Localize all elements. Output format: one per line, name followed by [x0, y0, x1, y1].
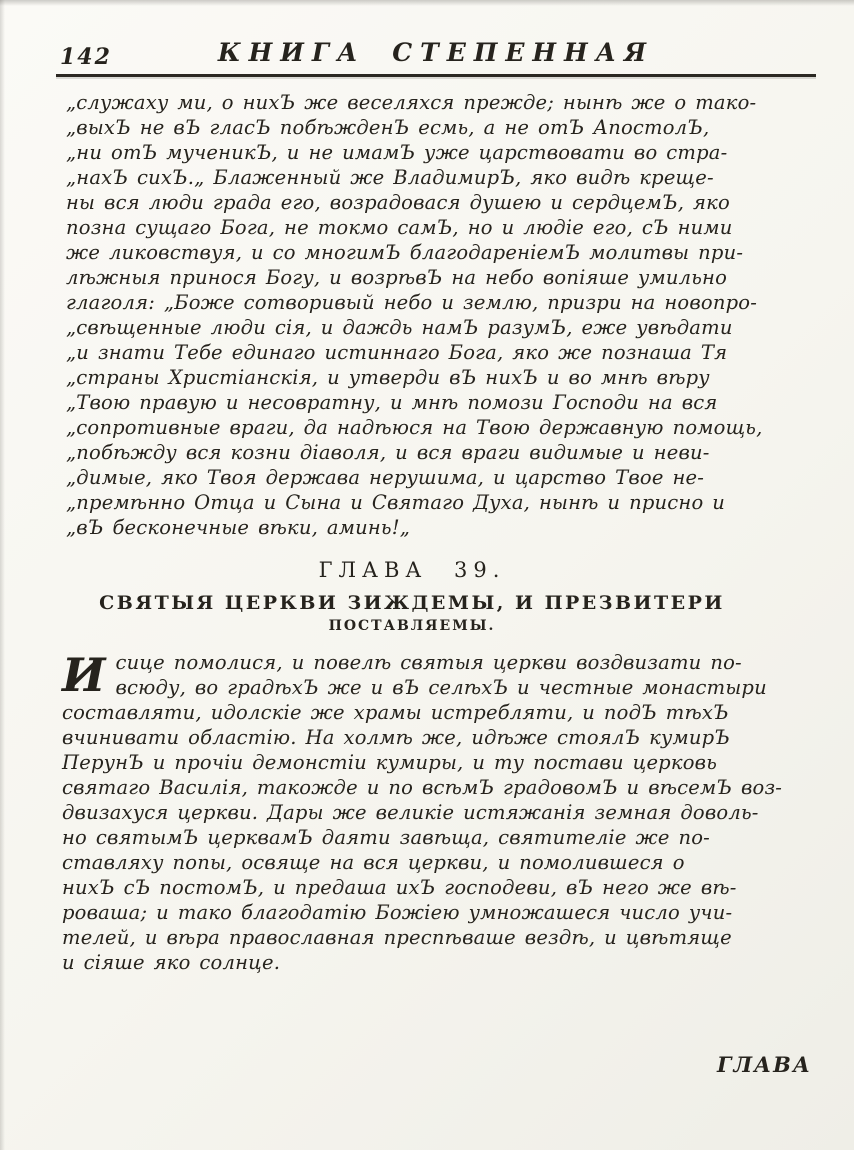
- catchword: ГЛАВА: [716, 1052, 812, 1077]
- text-line: сице помолися, и повелѣ святыя церкви воздвизати по-: [115, 651, 742, 674]
- text-line: „свѣщенные люди сія, и даждь намЪ разумЪ, еже увѣдати: [66, 316, 733, 339]
- text-line: и сіяше яко солнце.: [62, 951, 281, 974]
- text-line: „премѣнно Отца и Сына и Святаго Духа, нынѣ и присно и: [66, 491, 726, 514]
- text-line: „Твою правую и несовратну, и мнѣ помози Господи на вся: [66, 391, 718, 414]
- text-line: „сопротивные враги, да надѣюся на Твою державную помощь,: [66, 416, 763, 439]
- text-line: „нахЪ сихЪ.„ Блаженный же ВладимирЪ, яко видѣ креще-: [66, 166, 714, 189]
- text-line: всюду, во градѣхЪ же и вЪ селѣхЪ и честные монастыри: [115, 676, 767, 699]
- text-line: „выхЪ не вЪ гласЪ побѣжденЪ есмь, а не отЪ АпостолЪ,: [66, 116, 710, 139]
- page-header: [58, 36, 814, 72]
- text-line: двизахуся церкви. Дары же великіе истяжанія земная доволь-: [62, 801, 759, 824]
- text-line: „ни отЪ мученикЪ, и не имамЪ уже царствовати во стра-: [66, 141, 728, 164]
- page-number: 142: [60, 44, 112, 70]
- drop-cap-initial: И: [62, 648, 106, 702]
- running-title: КНИГА СТЕПЕННАЯ: [217, 38, 655, 67]
- text-line: ПерунЪ и прочіи демонстіи кумиры, и ту постави церковь: [62, 751, 718, 774]
- text-line: же ликовствуя, и со многимЪ благодареніемЪ молитвы при-: [66, 241, 744, 264]
- paragraph-churches-built: [62, 650, 822, 975]
- text-line: „димые, яко Твоя держава нерушима, и царство Твое не-: [66, 466, 705, 489]
- text-line: глаголя: „Боже сотворивый небо и землю, призри на новопро-: [66, 291, 758, 314]
- text-line: „и знати Тебе единаго истиннаго Бога, яко же познаша Тя: [66, 341, 728, 364]
- text-line: „страны Христіанскія, и утверди вЪ нихЪ и во мнѣ вѣру: [66, 366, 710, 389]
- text-line: но святымЪ церквамЪ даяти завѣща, святителіе же по-: [62, 826, 710, 849]
- text-line: „вЪ бесконечные вѣки, аминь!„: [66, 516, 411, 539]
- text-line: „побѣжду вся козни діаволя, и вся враги видимые и неви-: [66, 441, 710, 464]
- text-line: ставляху попы, освяще на вся церкви, и помолившеся о: [62, 851, 685, 874]
- text-line: роваша; и тако благодатію Божіею умножашеся число учи-: [62, 901, 733, 924]
- text-line: нихЪ сЪ постомЪ, и предаша ихЪ господеви, вЪ него же вѣ-: [62, 876, 737, 899]
- scan-edge-top: [0, 0, 854, 6]
- chapter-subtitle: ПОСТАВЛЯЕМЫ.: [328, 618, 496, 634]
- text-line: „служаху ми, о нихЪ же веселяхся прежде; нынѣ же о тако-: [66, 91, 757, 114]
- header-rule: [56, 74, 816, 77]
- text-line: святаго Василія, такожде и по всѣмЪ градовомЪ и вѣсемЪ воз-: [62, 776, 783, 799]
- text-line: позна сущаго Бога, не токмо самЪ, но и людіе его, сЪ ними: [66, 216, 733, 239]
- chapter-heading: ГЛАВА 39.: [318, 558, 506, 582]
- text-line: составляти, идолскіе же храмы истребляти, и подЪ тѣхЪ: [62, 701, 729, 724]
- paragraph-vladimir-prayer: [66, 90, 822, 540]
- text-line: телей, и вѣра православная преспѣваше вездѣ, и цвѣтяще: [62, 926, 732, 949]
- chapter-title: СВЯТЫЯ ЦЕРКВИ ЗИЖДЕМЫ, И ПРЕЗВИТЕРИ: [99, 592, 725, 614]
- text-line: лѣжныя принося Богу, и возрѣвЪ на небо вопіяше умильно: [66, 266, 728, 289]
- text-line: вчинивати областію. На холмѣ же, идѣже стоялЪ кумирЪ: [62, 726, 730, 749]
- text-line: ны вся люди града его, возрадовася душею и сердцемЪ, яко: [66, 191, 730, 214]
